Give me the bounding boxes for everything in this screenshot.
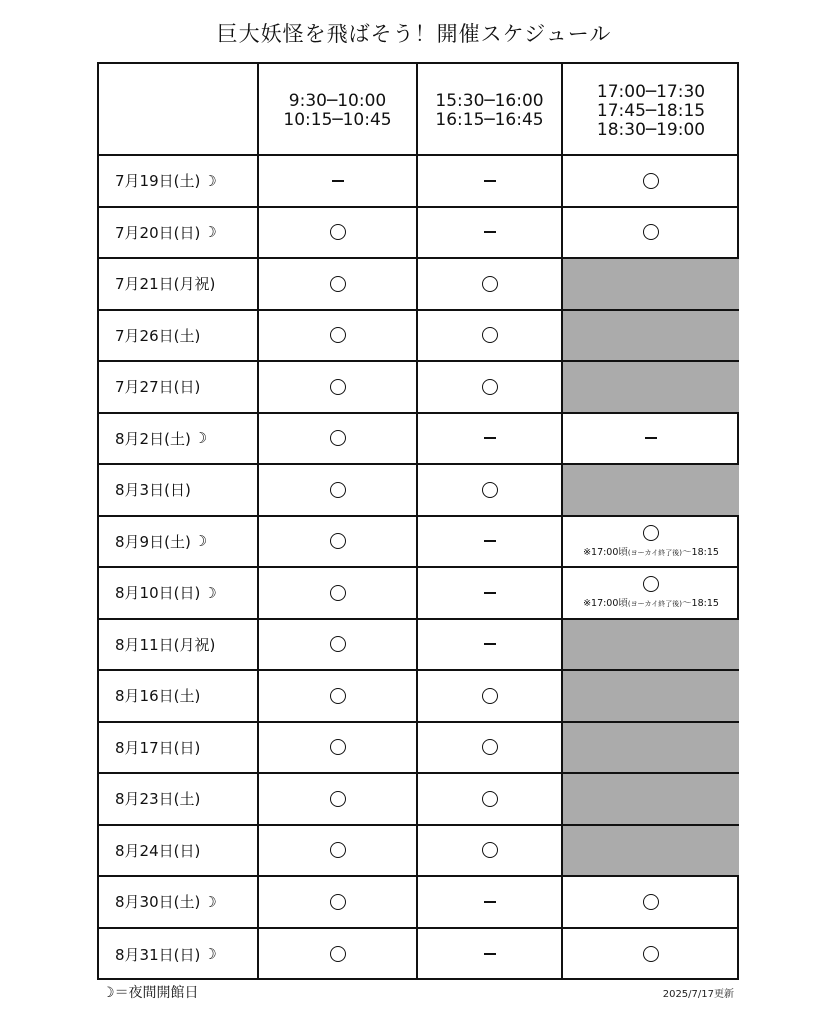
- date-cell: [99, 362, 259, 414]
- moon-icon: ☽: [193, 429, 208, 448]
- slot-cell: [563, 517, 739, 569]
- date-cell: [99, 568, 259, 620]
- date-label: 8月23日(土): [115, 790, 201, 809]
- date-cell: [99, 620, 259, 672]
- slot-cell: [259, 774, 418, 826]
- moon-icon: ☽: [203, 223, 217, 242]
- available-circle-icon: [482, 791, 498, 807]
- unavailable-cell: [563, 259, 739, 311]
- note-prefix: ※17:00頃: [583, 598, 628, 610]
- unavailable-cell: [563, 723, 739, 775]
- available-circle-icon: [482, 379, 498, 395]
- slot-cell: [259, 620, 418, 672]
- date-label: 8月3日(日): [115, 481, 191, 500]
- slot-cell: [259, 568, 418, 620]
- date-cell: [99, 311, 259, 363]
- slot-cell: [563, 208, 739, 260]
- slot-cell: [259, 517, 418, 569]
- available-circle-icon: [482, 276, 498, 292]
- header-time-slot-2: [418, 64, 563, 156]
- date-label: 8月30日(土): [115, 893, 201, 912]
- unavailable-dash-icon: [645, 437, 657, 439]
- available-circle-icon: [330, 894, 346, 910]
- date-label: 7月27日(日): [115, 378, 201, 397]
- available-circle-icon: [330, 430, 346, 446]
- date-label: 8月11日(月祝): [115, 635, 216, 654]
- unavailable-cell: [563, 826, 739, 878]
- available-circle-icon: [330, 688, 346, 704]
- slot-cell: [259, 259, 418, 311]
- note-detail: (ヨーカイ終了後): [627, 548, 683, 557]
- date-cell: [99, 465, 259, 517]
- slot-cell: [418, 568, 563, 620]
- available-circle-icon: [330, 533, 346, 549]
- slot-cell: [259, 877, 418, 929]
- moon-icon: ☽: [203, 892, 217, 911]
- time-range: 10:15─10:45: [283, 110, 392, 130]
- available-circle-icon: [330, 224, 346, 240]
- slot-cell: [418, 929, 563, 981]
- date-cell: [99, 826, 259, 878]
- date-label: 8月31日(日): [115, 945, 201, 964]
- slot-cell: [563, 568, 739, 620]
- slot-cell: [259, 826, 418, 878]
- moon-icon: ☽: [203, 583, 217, 602]
- legend-text: ＝夜間開館日: [114, 985, 199, 1001]
- slot-cell: [418, 517, 563, 569]
- available-circle-icon: [643, 576, 659, 592]
- slot-cell: [418, 465, 563, 517]
- slot-cell: [418, 671, 563, 723]
- date-label: 7月21日(月祝): [115, 275, 216, 294]
- slot-cell: [259, 465, 418, 517]
- date-cell: [99, 156, 259, 208]
- available-circle-icon: [330, 842, 346, 858]
- slot-cell: [418, 620, 563, 672]
- date-label: 8月24日(日): [115, 841, 201, 860]
- slot-cell: [418, 774, 563, 826]
- available-circle-icon: [330, 739, 346, 755]
- unavailable-cell: [563, 620, 739, 672]
- moon-icon: ☽: [203, 945, 217, 964]
- available-circle-icon: [482, 842, 498, 858]
- slot-cell: [563, 877, 739, 929]
- date-label: 8月10日(日): [115, 584, 201, 603]
- note-prefix: ※17:00頃: [583, 546, 628, 558]
- date-cell: [99, 414, 259, 466]
- date-label: 8月9日(土): [115, 532, 191, 551]
- available-circle-icon: [330, 482, 346, 498]
- slot-cell: [563, 156, 739, 208]
- unavailable-dash-icon: [484, 592, 496, 594]
- page-title: 巨大妖怪を飛ばそう！開催スケジュール: [216, 22, 612, 46]
- slot-cell: [259, 208, 418, 260]
- moon-icon: ☽: [203, 171, 217, 190]
- available-circle-icon: [330, 946, 346, 962]
- date-label: 8月16日(土): [115, 687, 201, 706]
- date-cell: [99, 208, 259, 260]
- date-cell: [99, 517, 259, 569]
- date-label: 7月19日(土): [115, 172, 201, 191]
- header-time-slot-1: [259, 64, 418, 156]
- available-circle-icon: [330, 636, 346, 652]
- slot-cell: [418, 311, 563, 363]
- unavailable-dash-icon: [484, 231, 496, 233]
- date-label: 7月26日(土): [115, 326, 201, 345]
- time-note: [583, 544, 719, 558]
- date-label: 8月17日(日): [115, 738, 201, 757]
- time-note: [583, 595, 719, 609]
- available-circle-icon: [482, 688, 498, 704]
- slot-cell: [259, 671, 418, 723]
- time-range: 17:45─18:15: [596, 100, 706, 121]
- unavailable-cell: [563, 311, 739, 363]
- slot-cell: [418, 826, 563, 878]
- slot-cell: [259, 929, 418, 981]
- slot-cell: [259, 362, 418, 414]
- time-range: 15:30─16:00: [435, 91, 544, 111]
- unavailable-cell: [563, 465, 739, 517]
- slot-cell: [418, 362, 563, 414]
- date-cell: [99, 929, 259, 981]
- available-circle-icon: [643, 946, 659, 962]
- slot-cell: [563, 414, 739, 466]
- date-cell: [99, 774, 259, 826]
- slot-cell: [259, 311, 418, 363]
- date-cell: [99, 259, 259, 311]
- date-cell: [99, 723, 259, 775]
- available-circle-icon: [482, 482, 498, 498]
- unavailable-dash-icon: [484, 180, 496, 182]
- slot-cell: [418, 156, 563, 208]
- available-circle-icon: [482, 739, 498, 755]
- time-range: 18:30─19:00: [596, 119, 706, 140]
- time-range: 16:15─16:45: [435, 110, 544, 130]
- slot-cell: [418, 208, 563, 260]
- schedule-table: [97, 62, 739, 980]
- available-circle-icon: [482, 327, 498, 343]
- unavailable-dash-icon: [484, 901, 496, 903]
- moon-icon: ☽: [102, 985, 115, 1001]
- note-suffix: 〜18:15: [682, 546, 719, 558]
- slot-cell: [418, 723, 563, 775]
- unavailable-dash-icon: [484, 953, 496, 955]
- header-corner-cell: [99, 64, 259, 156]
- updated-date: 2025/7/17更新: [662, 989, 734, 1000]
- available-circle-icon: [330, 327, 346, 343]
- legend: [102, 982, 199, 1002]
- unavailable-cell: [563, 671, 739, 723]
- slot-cell: [418, 259, 563, 311]
- slot-cell: [259, 156, 418, 208]
- available-circle-icon: [643, 173, 659, 189]
- header-time-slot-3: [563, 64, 739, 156]
- note-detail: (ヨーカイ終了後): [627, 600, 683, 609]
- unavailable-cell: [563, 774, 739, 826]
- moon-icon: ☽: [193, 532, 208, 551]
- time-range: 17:00─17:30: [596, 81, 706, 102]
- unavailable-dash-icon: [332, 180, 344, 182]
- slot-cell: [563, 929, 739, 981]
- available-circle-icon: [330, 585, 346, 601]
- available-circle-icon: [330, 379, 346, 395]
- available-circle-icon: [643, 894, 659, 910]
- unavailable-dash-icon: [484, 540, 496, 542]
- slot-cell: [259, 414, 418, 466]
- date-label: 8月2日(土): [115, 429, 191, 448]
- date-cell: [99, 671, 259, 723]
- date-label: 7月20日(日): [115, 223, 201, 242]
- slot-cell: [418, 877, 563, 929]
- slot-cell: [259, 723, 418, 775]
- available-circle-icon: [330, 791, 346, 807]
- slot-cell: [418, 414, 563, 466]
- available-circle-icon: [330, 276, 346, 292]
- available-circle-icon: [643, 525, 659, 541]
- time-range: 9:30─10:00: [288, 91, 387, 111]
- note-suffix: 〜18:15: [682, 598, 719, 610]
- unavailable-dash-icon: [484, 643, 496, 645]
- unavailable-cell: [563, 362, 739, 414]
- unavailable-dash-icon: [484, 437, 496, 439]
- available-circle-icon: [643, 224, 659, 240]
- date-cell: [99, 877, 259, 929]
